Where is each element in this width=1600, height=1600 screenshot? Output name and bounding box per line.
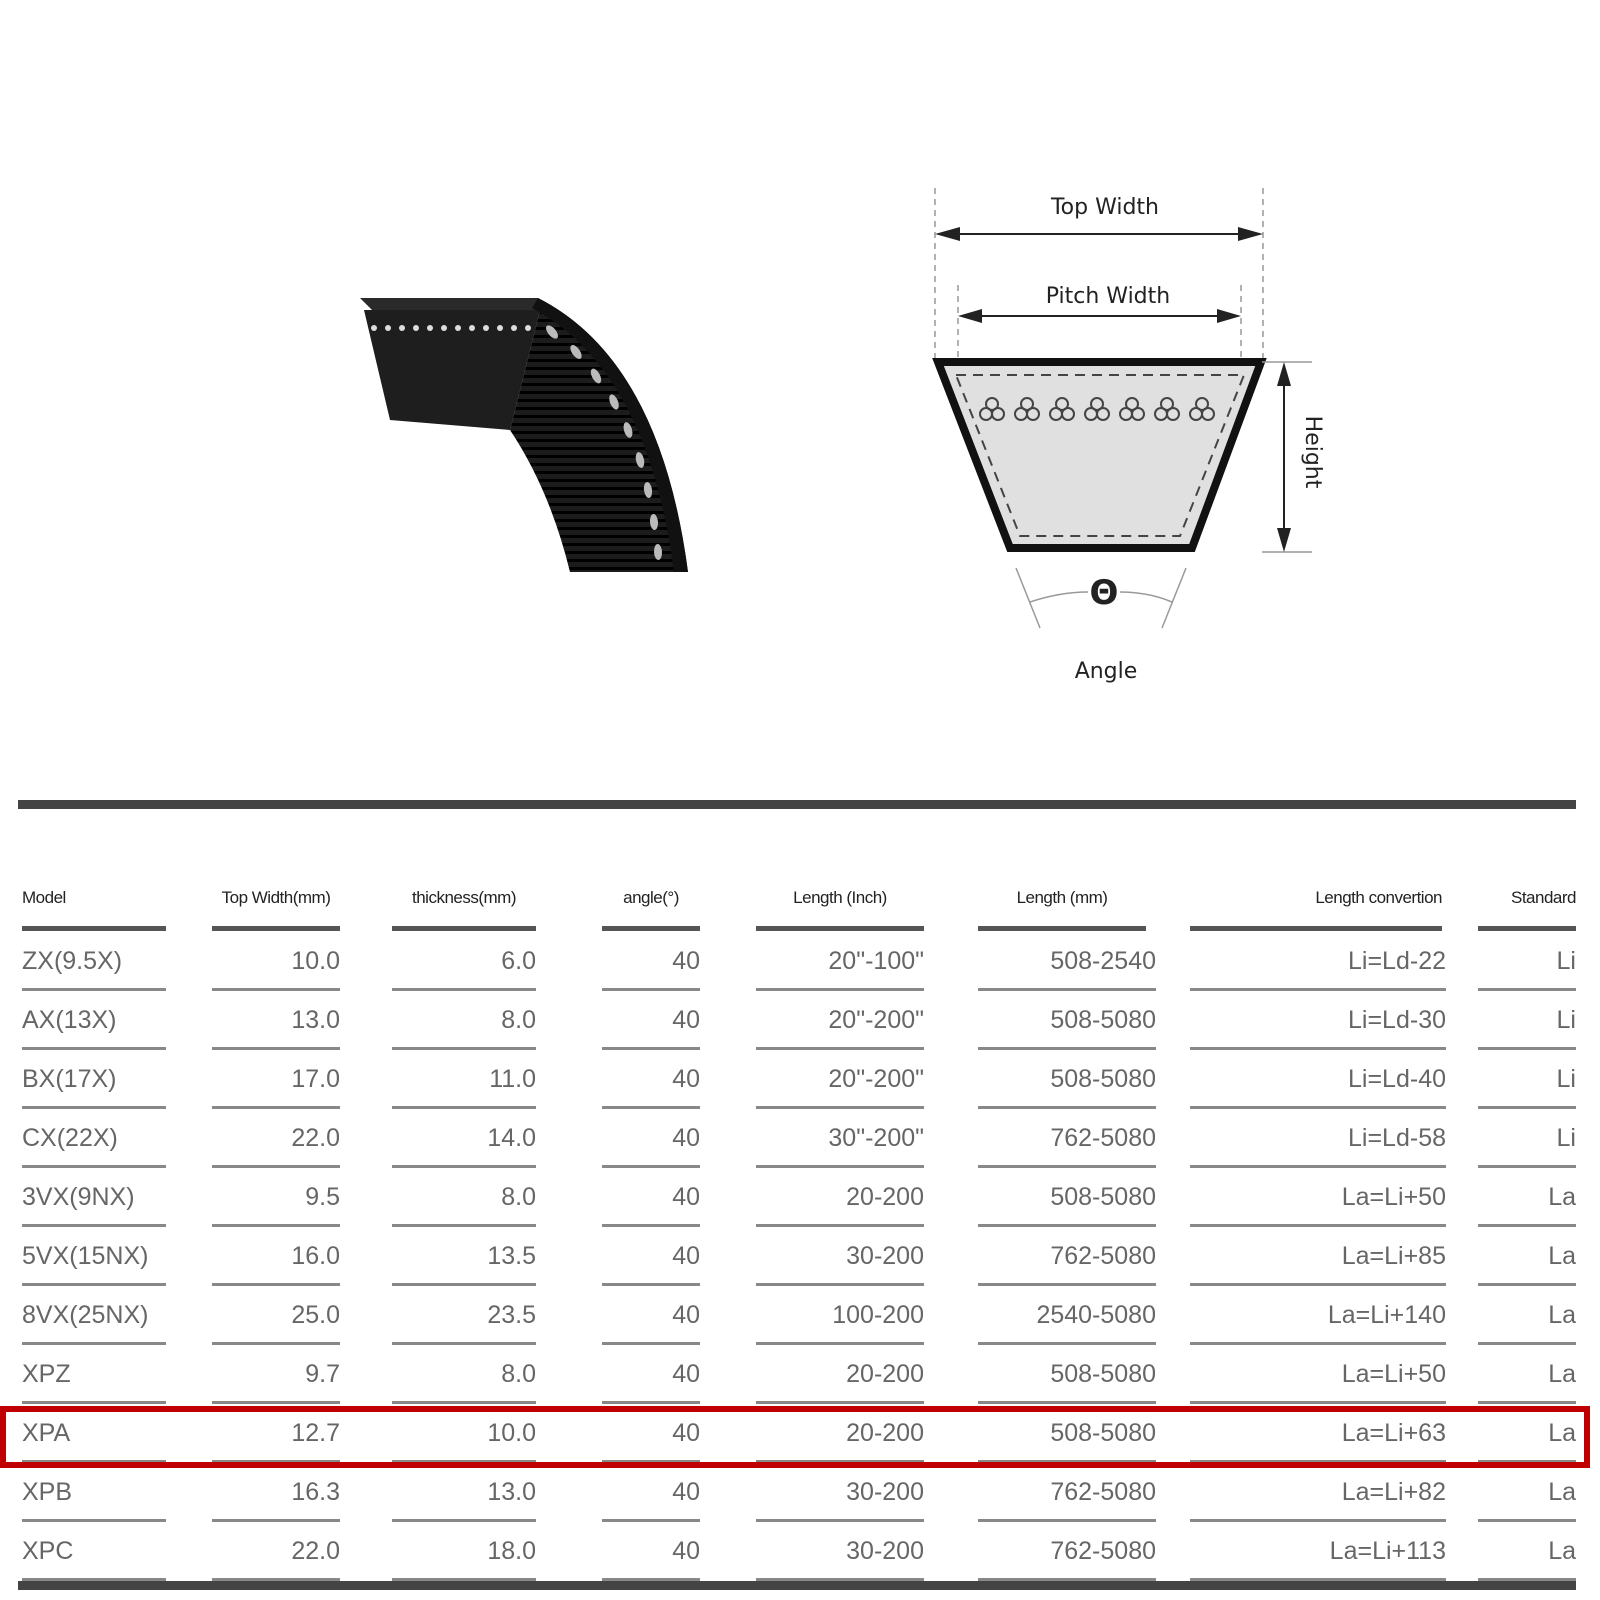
table-row-highlighted [0, 1404, 1600, 1463]
table-row [0, 1345, 1600, 1404]
cell-model: CX(22X) [22, 1109, 166, 1168]
cell-standard: Li [1478, 1050, 1576, 1109]
cell-angle: 40 [602, 1522, 700, 1581]
cell-top-width: 12.7 [212, 1404, 340, 1463]
cell-top-width: 9.5 [212, 1168, 340, 1227]
table-row [0, 932, 1600, 991]
belt-cross-section-diagram [0, 0, 1600, 760]
table-body [0, 932, 1600, 1581]
cell-angle: 40 [602, 1227, 700, 1286]
cell-length-convertion: La=Li+113 [1190, 1522, 1446, 1581]
cell-length-mm: 762-5080 [978, 1463, 1156, 1522]
header-thickness: thickness(mm) [392, 888, 536, 908]
cell-top-width: 16.3 [212, 1463, 340, 1522]
cell-length-convertion: Li=Ld-58 [1190, 1109, 1446, 1168]
cell-angle: 40 [602, 932, 700, 991]
cell-angle: 40 [602, 1345, 700, 1404]
cell-length-inch: 30"-200" [756, 1109, 924, 1168]
cell-length-inch: 30-200 [756, 1463, 924, 1522]
angle-symbol: Θ [1089, 573, 1119, 613]
cell-standard: La [1478, 1227, 1576, 1286]
cell-top-width: 13.0 [212, 991, 340, 1050]
cell-angle: 40 [602, 1050, 700, 1109]
cell-length-inch: 20"-200" [756, 991, 924, 1050]
cell-length-convertion: La=Li+82 [1190, 1463, 1446, 1522]
cell-length-inch: 30-200 [756, 1522, 924, 1581]
cell-length-mm: 508-5080 [978, 1345, 1156, 1404]
cell-standard: La [1478, 1463, 1576, 1522]
cell-standard: Li [1478, 991, 1576, 1050]
pitch-width-label: Pitch Width [1045, 284, 1171, 309]
table-top-rule [18, 800, 1576, 809]
height-label: Height [1300, 415, 1325, 489]
cell-angle: 40 [602, 1286, 700, 1345]
cell-standard: La [1478, 1345, 1576, 1404]
cell-length-convertion: La=Li+140 [1190, 1286, 1446, 1345]
cell-length-convertion: Li=Ld-30 [1190, 991, 1446, 1050]
cell-thickness: 8.0 [392, 1345, 536, 1404]
header-length-mm: Length (mm) [978, 888, 1146, 908]
table-row [0, 1109, 1600, 1168]
cell-angle: 40 [602, 1168, 700, 1227]
cell-angle: 40 [602, 1463, 700, 1522]
cell-model: XPC [22, 1522, 166, 1581]
cell-length-mm: 508-5080 [978, 1050, 1156, 1109]
cell-length-convertion: Li=Ld-40 [1190, 1050, 1446, 1109]
cell-length-convertion: Li=Ld-22 [1190, 932, 1446, 991]
cell-length-mm: 508-5080 [978, 1168, 1156, 1227]
table-row [0, 1522, 1600, 1581]
cell-length-mm: 2540-5080 [978, 1286, 1156, 1345]
height-dimension [1262, 362, 1325, 552]
cell-model: BX(17X) [22, 1050, 166, 1109]
cell-thickness: 18.0 [392, 1522, 536, 1581]
cell-length-convertion: La=Li+85 [1190, 1227, 1446, 1286]
cell-length-inch: 20-200 [756, 1168, 924, 1227]
cell-thickness: 14.0 [392, 1109, 536, 1168]
cell-length-mm: 508-5080 [978, 1404, 1156, 1463]
cell-model: 5VX(15NX) [22, 1227, 166, 1286]
header-standard: Standard [1478, 888, 1576, 908]
cell-thickness: 10.0 [392, 1404, 536, 1463]
header-length-inch: Length (Inch) [756, 888, 924, 908]
cell-model: 8VX(25NX) [22, 1286, 166, 1345]
cell-model: AX(13X) [22, 991, 166, 1050]
cell-standard: Li [1478, 932, 1576, 991]
cell-model: XPZ [22, 1345, 166, 1404]
table-row [0, 1050, 1600, 1109]
pitch-width-dimension [958, 284, 1241, 323]
cell-standard: La [1478, 1286, 1576, 1345]
cell-length-convertion: La=Li+63 [1190, 1404, 1446, 1463]
cell-length-mm: 508-5080 [978, 991, 1156, 1050]
cell-thickness: 13.0 [392, 1463, 536, 1522]
cell-thickness: 13.5 [392, 1227, 536, 1286]
cell-length-convertion: La=Li+50 [1190, 1345, 1446, 1404]
table-bottom-rule [18, 1581, 1576, 1590]
cell-length-mm: 762-5080 [978, 1109, 1156, 1168]
cell-model: 3VX(9NX) [22, 1168, 166, 1227]
cell-length-mm: 762-5080 [978, 1227, 1156, 1286]
cell-top-width: 16.0 [212, 1227, 340, 1286]
cell-top-width: 22.0 [212, 1522, 340, 1581]
cell-angle: 40 [602, 991, 700, 1050]
cell-top-width: 22.0 [212, 1109, 340, 1168]
header-top-width: Top Width(mm) [212, 888, 340, 908]
cell-thickness: 11.0 [392, 1050, 536, 1109]
cell-top-width: 9.7 [212, 1345, 340, 1404]
cell-standard: La [1478, 1168, 1576, 1227]
table-row [0, 1168, 1600, 1227]
cell-thickness: 6.0 [392, 932, 536, 991]
cell-length-inch: 20-200 [756, 1404, 924, 1463]
cell-thickness: 8.0 [392, 1168, 536, 1227]
cell-model: XPA [22, 1404, 166, 1463]
cell-angle: 40 [602, 1404, 700, 1463]
cell-length-inch: 20"-100" [756, 932, 924, 991]
header-model: Model [22, 888, 166, 908]
top-width-label: Top Width [1050, 195, 1160, 220]
cell-top-width: 17.0 [212, 1050, 340, 1109]
header-length-convertion: Length convertion [1190, 888, 1442, 908]
angle-dimension [1016, 568, 1186, 684]
trapezoid-profile [938, 362, 1261, 548]
cell-length-mm: 508-2540 [978, 932, 1156, 991]
angle-label: Angle [1074, 659, 1138, 684]
table-row [0, 991, 1600, 1050]
cell-top-width: 25.0 [212, 1286, 340, 1345]
cell-standard: La [1478, 1522, 1576, 1581]
table-row [0, 1463, 1600, 1522]
cell-thickness: 23.5 [392, 1286, 536, 1345]
cell-standard: Li [1478, 1109, 1576, 1168]
cell-length-inch: 100-200 [756, 1286, 924, 1345]
cell-standard: La [1478, 1404, 1576, 1463]
cell-length-inch: 20"-200" [756, 1050, 924, 1109]
cell-model: ZX(9.5X) [22, 932, 166, 991]
top-width-dimension [935, 195, 1263, 241]
table-row [0, 1286, 1600, 1345]
header-angle: angle(°) [602, 888, 700, 908]
cell-model: XPB [22, 1463, 166, 1522]
cell-thickness: 8.0 [392, 991, 536, 1050]
table-row [0, 1227, 1600, 1286]
cell-length-convertion: La=Li+50 [1190, 1168, 1446, 1227]
table-header-row [0, 880, 1600, 930]
cell-length-inch: 20-200 [756, 1345, 924, 1404]
cell-length-inch: 30-200 [756, 1227, 924, 1286]
cell-angle: 40 [602, 1109, 700, 1168]
cell-length-mm: 762-5080 [978, 1522, 1156, 1581]
cell-top-width: 10.0 [212, 932, 340, 991]
